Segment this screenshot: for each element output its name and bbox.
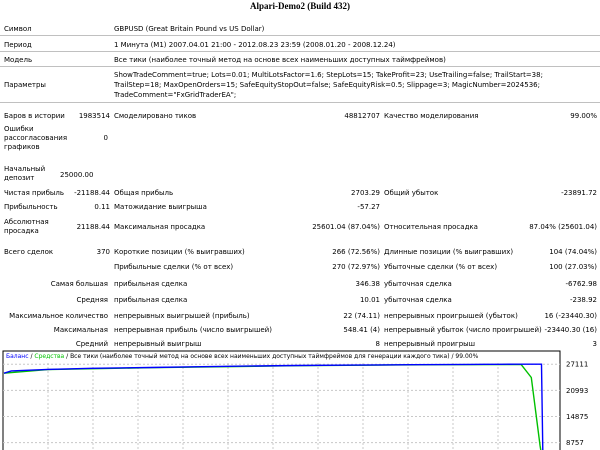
deposit-label: депозит xyxy=(4,174,35,182)
params-label: Параметры xyxy=(4,81,46,89)
quality-label: Качество моделирования xyxy=(384,112,479,120)
ticks-value: 48812707 xyxy=(344,112,380,120)
bars-label: Баров в истории xyxy=(4,112,65,120)
gross-profit-value: 2703.29 xyxy=(351,189,380,197)
abs-drawdown-label: просадка xyxy=(4,227,39,235)
quality-value: 99.00% xyxy=(570,112,597,120)
errors-value: 0 xyxy=(103,134,108,142)
abs-drawdown-value: 21188.44 xyxy=(76,223,110,231)
avg-cons-label: Средний xyxy=(75,340,108,348)
deposit-value: 25000.00 xyxy=(60,171,94,179)
loss-trades-value: 100 (27.03%) xyxy=(549,263,597,271)
legend-separator: / xyxy=(28,353,35,360)
largest-loss-label: убыточная сделка xyxy=(384,280,452,288)
largest-loss-value: -6762.98 xyxy=(565,280,597,288)
avg-profit-label: прибыльная сделка xyxy=(114,296,188,304)
row-divider xyxy=(0,51,600,52)
y-tick-label: 20993 xyxy=(566,386,589,395)
largest-label: Самая большая xyxy=(50,280,108,288)
legend-equity: Средства xyxy=(34,353,65,360)
rel-drawdown-value: 87.04% (25601.04) xyxy=(529,223,597,231)
largest-profit-value: 346.38 xyxy=(355,280,380,288)
avg-loss-label: убыточная сделка xyxy=(384,296,452,304)
max-cons-loss-value: -23440.30 (16) xyxy=(544,326,597,334)
total-trades-value: 370 xyxy=(96,248,110,256)
deposit-label: Начальный xyxy=(4,165,46,173)
row-divider xyxy=(0,35,600,36)
period-label: Период xyxy=(4,41,32,49)
errors-label: Ошибки xyxy=(4,125,34,133)
short-positions-value: 266 (72.56%) xyxy=(332,248,380,256)
avg-cons-losses-label: непрерывный проигрыш xyxy=(384,340,476,348)
legend-description: / Все тики (наиболее точный метод на основе всех наименьших доступных таймфреймов для генерации каждого тика) / 99.00% xyxy=(64,353,479,360)
max-cons-profit-value: 548.41 (4) xyxy=(343,326,380,334)
max-cons-losses-label: непрерывных проигрышей (убыток) xyxy=(384,312,518,320)
rel-drawdown-label: Относительная просадка xyxy=(384,223,478,231)
params-line: TrailStep=18; MaxOpenOrders=15; SafeEquityStopOut=false; SafeEquityRisk=0.5; Slippage=3; MagicNumber=2024536; xyxy=(114,81,540,89)
params-line: TradeComment="FxGridTraderEA"; xyxy=(114,91,237,99)
gross-loss-label: Общий убыток xyxy=(384,189,439,197)
max-drawdown-value: 25601.04 (87.04%) xyxy=(312,223,380,231)
avg-profit-value: 10.01 xyxy=(359,296,380,304)
row-divider xyxy=(0,66,600,67)
profit-factor-value: 0.11 xyxy=(94,203,110,211)
report-title: Alpari-Demo2 (Build 432) xyxy=(250,1,350,11)
model-value: Все тики (наиболее точный метод на основе всех наименьших доступных таймфреймов) xyxy=(114,56,446,64)
balance-chart xyxy=(0,349,600,450)
total-trades-label: Всего сделок xyxy=(4,248,54,256)
symbol-value: GBPUSD (Great Britain Pound vs US Dollar) xyxy=(114,25,265,33)
row-divider xyxy=(0,102,600,103)
long-positions-label: Длинные позиции (% выигравших) xyxy=(384,248,514,256)
max-count-label: Максимальное количество xyxy=(9,312,108,320)
max-cons-profit-label: непрерывная прибыль (число выигрышей) xyxy=(114,326,272,334)
long-positions-value: 104 (74.04%) xyxy=(549,248,597,256)
legend-balance: Баланс xyxy=(6,353,29,360)
expected-payoff-label: Матожидание выигрыша xyxy=(114,203,207,211)
errors-label: рассогласования xyxy=(4,134,68,142)
profit-factor-label: Прибыльность xyxy=(4,203,58,211)
max-cons-losses-value: 16 (-23440.30) xyxy=(544,312,597,320)
net-profit-value: -21188.44 xyxy=(74,189,110,197)
average-label: Средняя xyxy=(76,296,108,304)
y-tick-label: 27111 xyxy=(566,360,589,369)
gross-loss-value: -23891.72 xyxy=(561,189,597,197)
chart-legend xyxy=(6,353,479,360)
avg-cons-wins-label: непрерывный выигрыш xyxy=(114,340,202,348)
errors-label: графиков xyxy=(4,143,40,151)
maximal-label: Максимальная xyxy=(53,326,108,334)
expected-payoff-value: -57.27 xyxy=(357,203,380,211)
profit-trades-label: Прибыльные сделки (% от всех) xyxy=(114,263,234,271)
bars-value: 1983514 xyxy=(78,112,110,120)
params-line: ShowTradeComment=true; Lots=0.01; MultiLotsFactor=1.6; StepLots=15; TakeProfit=23; UseTrailing=false; TrailStart=38; xyxy=(114,71,543,79)
avg-cons-wins-value: 8 xyxy=(375,340,380,348)
max-cons-wins-value: 22 (74.11) xyxy=(343,312,380,320)
largest-profit-label: прибыльная сделка xyxy=(114,280,188,288)
max-cons-wins-label: непрерывных выигрышей (прибыль) xyxy=(114,312,250,320)
symbol-label: Символ xyxy=(4,25,32,33)
ticks-label: Смоделировано тиков xyxy=(114,112,197,120)
net-profit-label: Чистая прибыль xyxy=(4,189,65,197)
avg-cons-losses-value: 3 xyxy=(592,340,597,348)
y-tick-label: 8757 xyxy=(566,439,584,448)
short-positions-label: Короткие позиции (% выигравших) xyxy=(114,248,245,256)
model-label: Модель xyxy=(4,56,33,64)
max-cons-loss-label: непрерывный убыток (число проигрышей) xyxy=(384,326,542,334)
avg-loss-value: -238.92 xyxy=(569,296,597,304)
abs-drawdown-label: Абсолютная xyxy=(4,218,49,226)
period-value: 1 Минута (M1) 2007.04.01 21:00 - 2012.08.23 23:59 (2008.01.20 - 2008.12.24) xyxy=(114,41,396,49)
profit-trades-value: 270 (72.97%) xyxy=(332,263,380,271)
loss-trades-label: Убыточные сделки (% от всех) xyxy=(384,263,498,271)
gross-profit-label: Общая прибыль xyxy=(114,189,174,197)
max-drawdown-label: Максимальная просадка xyxy=(114,223,206,231)
y-tick-label: 14875 xyxy=(566,413,589,422)
